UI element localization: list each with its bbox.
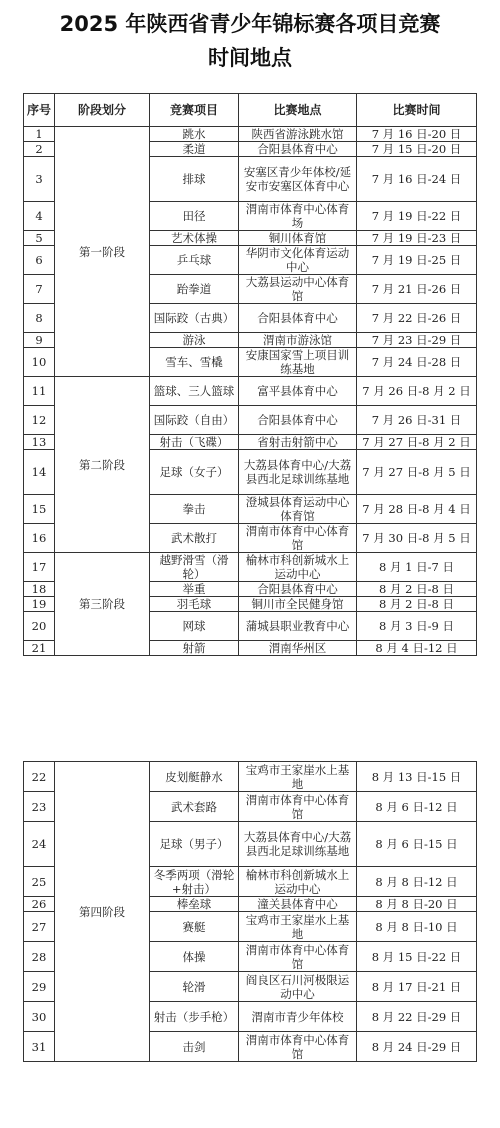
date-range: 7 月 26 日-8 月 2 日 (357, 377, 477, 406)
event-name: 乒乓球 (150, 246, 239, 275)
date-range: 7 月 23 日-29 日 (357, 333, 477, 348)
date-range: 7 月 19 日-23 日 (357, 231, 477, 246)
row-index: 24 (24, 822, 55, 867)
schedule-table-part2 (23, 761, 477, 1062)
event-name: 越野滑雪（滑轮） (150, 553, 239, 582)
event-name: 柔道 (150, 142, 239, 157)
venue-name: 合阳县体育中心 (239, 406, 357, 435)
row-index: 28 (24, 942, 55, 972)
row-index: 11 (24, 377, 55, 406)
venue-name: 大荔县运动中心体育馆 (239, 275, 357, 304)
venue-name: 榆林市科创新城水上运动中心 (239, 867, 357, 897)
row-index: 29 (24, 972, 55, 1002)
stage-cell: 第四阶段 (55, 762, 150, 1062)
date-range: 8 月 15 日-22 日 (357, 942, 477, 972)
venue-name: 大荔县体育中心/大荔县西北足球训练基地 (239, 450, 357, 495)
venue-name: 渭南市体育中心体育馆 (239, 792, 357, 822)
venue-name: 阎良区石川河极限运动中心 (239, 972, 357, 1002)
venue-name: 潼关县体育中心 (239, 897, 357, 912)
venue-name: 安康国家雪上项目训练基地 (239, 348, 357, 377)
table-header-row (24, 94, 477, 127)
event-name: 举重 (150, 582, 239, 597)
date-range: 7 月 27 日-8 月 5 日 (357, 450, 477, 495)
stage-cell: 第三阶段 (55, 553, 150, 656)
event-name: 击剑 (150, 1032, 239, 1062)
venue-name: 安塞区青少年体校/延安市安塞区体育中心 (239, 157, 357, 202)
venue-name: 澄城县体育运动中心体育馆 (239, 495, 357, 524)
table-row (24, 553, 477, 582)
date-range: 7 月 24 日-28 日 (357, 348, 477, 377)
row-index: 20 (24, 612, 55, 641)
date-range: 8 月 2 日-8 日 (357, 582, 477, 597)
venue-name: 蒲城县职业教育中心 (239, 612, 357, 641)
event-name: 赛艇 (150, 912, 239, 942)
venue-name: 铜川体育馆 (239, 231, 357, 246)
date-range: 8 月 24 日-29 日 (357, 1032, 477, 1062)
event-name: 射击（步手枪） (150, 1002, 239, 1032)
event-name: 射击（飞碟） (150, 435, 239, 450)
row-index: 14 (24, 450, 55, 495)
venue-name: 榆林市科创新城水上运动中心 (239, 553, 357, 582)
event-name: 武术套路 (150, 792, 239, 822)
row-index: 17 (24, 553, 55, 582)
row-index: 25 (24, 867, 55, 897)
venue-name: 合阳县体育中心 (239, 582, 357, 597)
header-stage: 阶段划分 (55, 94, 150, 127)
event-name: 游泳 (150, 333, 239, 348)
row-index: 27 (24, 912, 55, 942)
row-index: 3 (24, 157, 55, 202)
event-name: 拳击 (150, 495, 239, 524)
row-index: 6 (24, 246, 55, 275)
venue-name: 铜川市全民健身馆 (239, 597, 357, 612)
row-index: 22 (24, 762, 55, 792)
date-range: 8 月 22 日-29 日 (357, 1002, 477, 1032)
venue-name: 渭南华州区 (239, 641, 357, 656)
stage-cell: 第二阶段 (55, 377, 150, 553)
date-range: 7 月 19 日-25 日 (357, 246, 477, 275)
event-name: 棒垒球 (150, 897, 239, 912)
row-index: 21 (24, 641, 55, 656)
row-index: 16 (24, 524, 55, 553)
event-name: 网球 (150, 612, 239, 641)
event-name: 田径 (150, 202, 239, 231)
event-name: 篮球、三人篮球 (150, 377, 239, 406)
venue-name: 宝鸡市王家崖水上基地 (239, 912, 357, 942)
date-range: 7 月 28 日-8 月 4 日 (357, 495, 477, 524)
row-index: 26 (24, 897, 55, 912)
header-index: 序号 (24, 94, 55, 127)
row-index: 9 (24, 333, 55, 348)
row-index: 7 (24, 275, 55, 304)
row-index: 23 (24, 792, 55, 822)
page-title-line2: 时间地点 (208, 46, 292, 70)
date-range: 8 月 4 日-12 日 (357, 641, 477, 656)
event-name: 体操 (150, 942, 239, 972)
venue-name: 渭南市体育中心体育馆 (239, 1032, 357, 1062)
venue-name: 渭南市游泳馆 (239, 333, 357, 348)
date-range: 8 月 2 日-8 日 (357, 597, 477, 612)
date-range: 8 月 8 日-20 日 (357, 897, 477, 912)
row-index: 2 (24, 142, 55, 157)
header-event: 竞赛项目 (150, 94, 239, 127)
venue-name: 宝鸡市王家崖水上基地 (239, 762, 357, 792)
venue-name: 大荔县体育中心/大荔县西北足球训练基地 (239, 822, 357, 867)
event-name: 武术散打 (150, 524, 239, 553)
venue-name: 渭南市体育中心体育场 (239, 202, 357, 231)
venue-name: 渭南市青少年体校 (239, 1002, 357, 1032)
event-name: 足球（男子） (150, 822, 239, 867)
venue-name: 合阳县体育中心 (239, 304, 357, 333)
date-range: 7 月 26 日-31 日 (357, 406, 477, 435)
row-index: 15 (24, 495, 55, 524)
event-name: 排球 (150, 157, 239, 202)
event-name: 皮划艇静水 (150, 762, 239, 792)
stage-cell: 第一阶段 (55, 127, 150, 377)
row-index: 12 (24, 406, 55, 435)
table-row (24, 377, 477, 406)
page-title-line1: 2025 年陕西省青少年锦标赛各项目竞赛 (59, 12, 441, 36)
event-name: 轮滑 (150, 972, 239, 1002)
header-date: 比赛时间 (357, 94, 477, 127)
date-range: 8 月 13 日-15 日 (357, 762, 477, 792)
row-index: 18 (24, 582, 55, 597)
row-index: 5 (24, 231, 55, 246)
event-name: 跳水 (150, 127, 239, 142)
row-index: 31 (24, 1032, 55, 1062)
row-index: 10 (24, 348, 55, 377)
table-row (24, 762, 477, 792)
date-range: 7 月 16 日-24 日 (357, 157, 477, 202)
event-name: 足球（女子） (150, 450, 239, 495)
row-index: 4 (24, 202, 55, 231)
venue-name: 渭南市体育中心体育馆 (239, 942, 357, 972)
row-index: 8 (24, 304, 55, 333)
date-range: 7 月 27 日-8 月 2 日 (357, 435, 477, 450)
schedule-table-part1 (23, 93, 477, 656)
event-name: 国际跤（古典） (150, 304, 239, 333)
date-range: 7 月 30 日-8 月 5 日 (357, 524, 477, 553)
date-range: 7 月 16 日-20 日 (357, 127, 477, 142)
venue-name: 富平县体育中心 (239, 377, 357, 406)
date-range: 8 月 3 日-9 日 (357, 612, 477, 641)
venue-name: 渭南市体育中心体育馆 (239, 524, 357, 553)
venue-name: 合阳县体育中心 (239, 142, 357, 157)
event-name: 国际跤（自由） (150, 406, 239, 435)
event-name: 羽毛球 (150, 597, 239, 612)
event-name: 跆拳道 (150, 275, 239, 304)
event-name: 艺术体操 (150, 231, 239, 246)
row-index: 30 (24, 1002, 55, 1032)
date-range: 8 月 6 日-15 日 (357, 822, 477, 867)
date-range: 7 月 22 日-26 日 (357, 304, 477, 333)
date-range: 7 月 21 日-26 日 (357, 275, 477, 304)
venue-name: 陕西省游泳跳水馆 (239, 127, 357, 142)
event-name: 雪车、雪橇 (150, 348, 239, 377)
row-index: 19 (24, 597, 55, 612)
date-range: 7 月 15 日-20 日 (357, 142, 477, 157)
table-row (24, 127, 477, 142)
date-range: 8 月 17 日-21 日 (357, 972, 477, 1002)
row-index: 13 (24, 435, 55, 450)
venue-name: 省射击射箭中心 (239, 435, 357, 450)
date-range: 8 月 6 日-12 日 (357, 792, 477, 822)
venue-name: 华阴市文化体育运动中心 (239, 246, 357, 275)
header-venue: 比赛地点 (239, 94, 357, 127)
date-range: 7 月 19 日-22 日 (357, 202, 477, 231)
event-name: 冬季两项（滑轮+射击） (150, 867, 239, 897)
date-range: 8 月 8 日-10 日 (357, 912, 477, 942)
row-index: 1 (24, 127, 55, 142)
date-range: 8 月 1 日-7 日 (357, 553, 477, 582)
date-range: 8 月 8 日-12 日 (357, 867, 477, 897)
event-name: 射箭 (150, 641, 239, 656)
